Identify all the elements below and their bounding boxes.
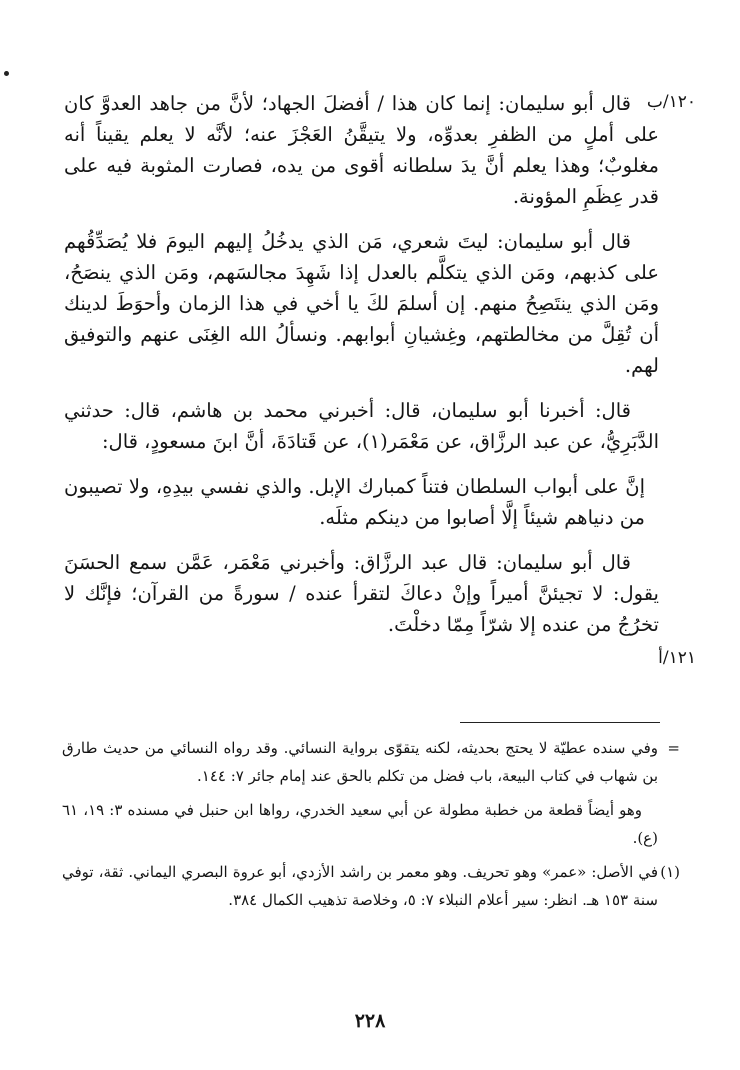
manuscript-folio-marker-1: ١٢٠/ب — [646, 92, 696, 112]
paragraph-3: قال: أخبرنا أبو سليمان، قال: أخبرني محمد بن هاشم، قال: حدثني الدَّبَرِيُّ، عن عبد الرزَّاق، عن مَعْمَر(١)، عن قَتادَةَ، أنَّ ابنَ مسعودٍ، قال: — [64, 399, 659, 453]
paragraph-4-quotation: إنَّ على أبواب السلطان فتناً كمبارك الإبل. والذي نفسي بيدِهِ، ولا تصيبون من دنياهم شيئاً إلَّا أصابوا من دينكم مثلَه. — [64, 475, 645, 529]
footnote-1 — [62, 858, 680, 914]
footnote-continuation — [62, 734, 680, 790]
footnote-1-mark: (١) — [660, 863, 680, 881]
footnote-separator — [460, 722, 660, 723]
footnote-continuation-mark: = — [667, 739, 680, 757]
main-text — [64, 88, 659, 654]
footnote-continuation-2: وهو أيضاً قطعة من خطبة مطولة عن أبي سعيد الخدري، رواها ابن حنبل في مسنده ٣: ١٩، ٦١ (ع). — [62, 801, 658, 847]
paragraph-1: قال أبو سليمان: إنما كان هذا / أفضلَ الجهاد؛ لأنَّ من جاهد العدوَّ كان على أملٍ من الظفرِ بعدوِّه، ولا يتيقَّنُ العَجْزَ عنه؛ لأنَّه لا يعلم يقيناً أنه مغلوبٌ؛ وهذا يعلم أنَّ يدَ سلطانه أقوى من يده، فصارت المثوبة فيه على قدر عِظَمِ المؤونة. — [64, 92, 659, 208]
paragraph-5: قال أبو سليمان: قال عبد الرزَّاق: وأخبرني مَعْمَر، عَمَّن سمع الحسَنَ يقول: لا تجيئنَّ أميراً وإنْ دعاكَ لتقرأ عنده / سورةً من القرآن؛ فإنَّك لا تخرُجُ من عنده إلا شرّاً مِمّا دخلْتَ. — [64, 551, 659, 636]
footnote-continuation-text: وفي سنده عطيّة لا يحتج بحديثه، لكنه يتقوّى برواية النسائي. وقد رواه النسائي من حديث طارق بن شهاب في كتاب البيعة، باب فضل من تكلم بالحق عند إمام جائر ٧: ١٤٤. — [62, 739, 658, 785]
margin-dot-mark — [4, 71, 9, 76]
footnote-1-text: في الأصل: «عمر» وهو تحريف. وهو معمر بن راشد الأزدي، أبو عروة البصري اليماني. ثقة، توفي سنة ١٥٣ هـ. انظر: سير أعلام النبلاء ٧: ٥، وخلاصة تذهيب الكمال ٣٨٤. — [62, 863, 658, 909]
manuscript-folio-marker-2: ١٢١/أ — [658, 648, 696, 668]
page-number: ٢٢٨ — [354, 1010, 386, 1032]
footnotes — [62, 734, 680, 920]
paragraph-2: قال أبو سليمان: ليتَ شعري، مَن الذي يدخُلُ إليهم اليومَ فلا يُصَدِّقُهم على كذبهم، ومَن الذي يتكلَّم بالعدل إذا شَهِدَ مجالسَهم، ومَن الذي ينصَحُ، ومَن الذي ينتَصِحُ منهم. إن أسلمَ لكَ يا أخي في هذا الزمان وأحوَطَ لدينك أن تُقِلَّ من مخالطتهم، وغِشيانِ أبوابهم. ونسألُ الله الغِنَى عنهم والتوفيق لهم. — [64, 230, 659, 377]
